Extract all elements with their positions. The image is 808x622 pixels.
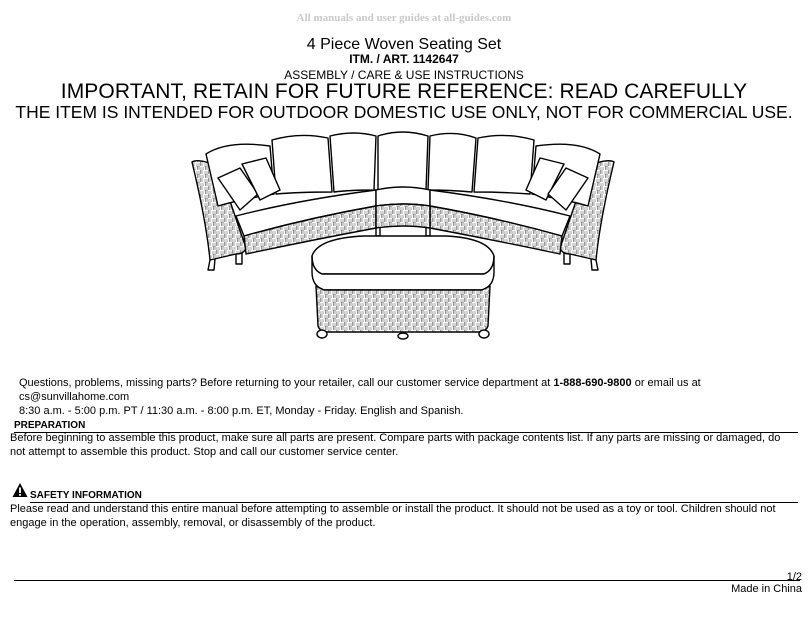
preparation-heading: PREPARATION xyxy=(14,420,798,433)
important-notice: IMPORTANT, RETAIN FOR FUTURE REFERENCE: READ CAREFULLY xyxy=(60,80,748,103)
intended-use-notice: THE ITEM IS INTENDED FOR OUTDOOR DOMESTIC USE ONLY, NOT FOR COMMERCIAL USE. xyxy=(15,102,793,122)
document-title: 4 Piece Woven Seating Set xyxy=(306,36,502,53)
safety-text: Please read and understand this entire manual before attempting to assemble or install the product. It should not be used as a toy or tool. Children should not engage in the operation, assembly, removal, or disassembly of the product. xyxy=(10,503,776,529)
phone-number: 1-888-690-9800 xyxy=(553,377,632,389)
footer-rule xyxy=(14,580,800,581)
item-number: ITM. / ART. 1142647 xyxy=(349,52,459,66)
preparation-text: Before beginning to assemble this product, make sure all parts are present. Compare parts with package contents list. If any parts are missing or damaged, do not attempt to assemble this product. Stop and call our customer service center. xyxy=(10,432,781,458)
email-address: cs@sunvillahome.com xyxy=(19,391,130,403)
product-illustration xyxy=(188,130,618,345)
contact-line: Questions, problems, missing parts? Before returning to your retailer, call our customer service department at 1-888-690-9800 or email us at cs@sunvillahome.com xyxy=(19,377,701,403)
safety-heading: SAFETY INFORMATION xyxy=(30,490,798,503)
made-in-label: Made in China xyxy=(731,583,802,595)
watermark: All manuals and user guides at all-guides.com xyxy=(296,12,512,24)
warning-triangle-icon xyxy=(12,482,28,498)
customer-service-info xyxy=(19,376,794,418)
page-number: 1/2 xyxy=(786,571,802,583)
service-hours: 8:30 a.m. - 5:00 p.m. PT / 11:30 a.m. - 8:00 p.m. ET, Monday - Friday. English and Spanish. xyxy=(19,405,464,417)
document-subtitle: ASSEMBLY / CARE & USE INSTRUCTIONS xyxy=(284,68,524,82)
